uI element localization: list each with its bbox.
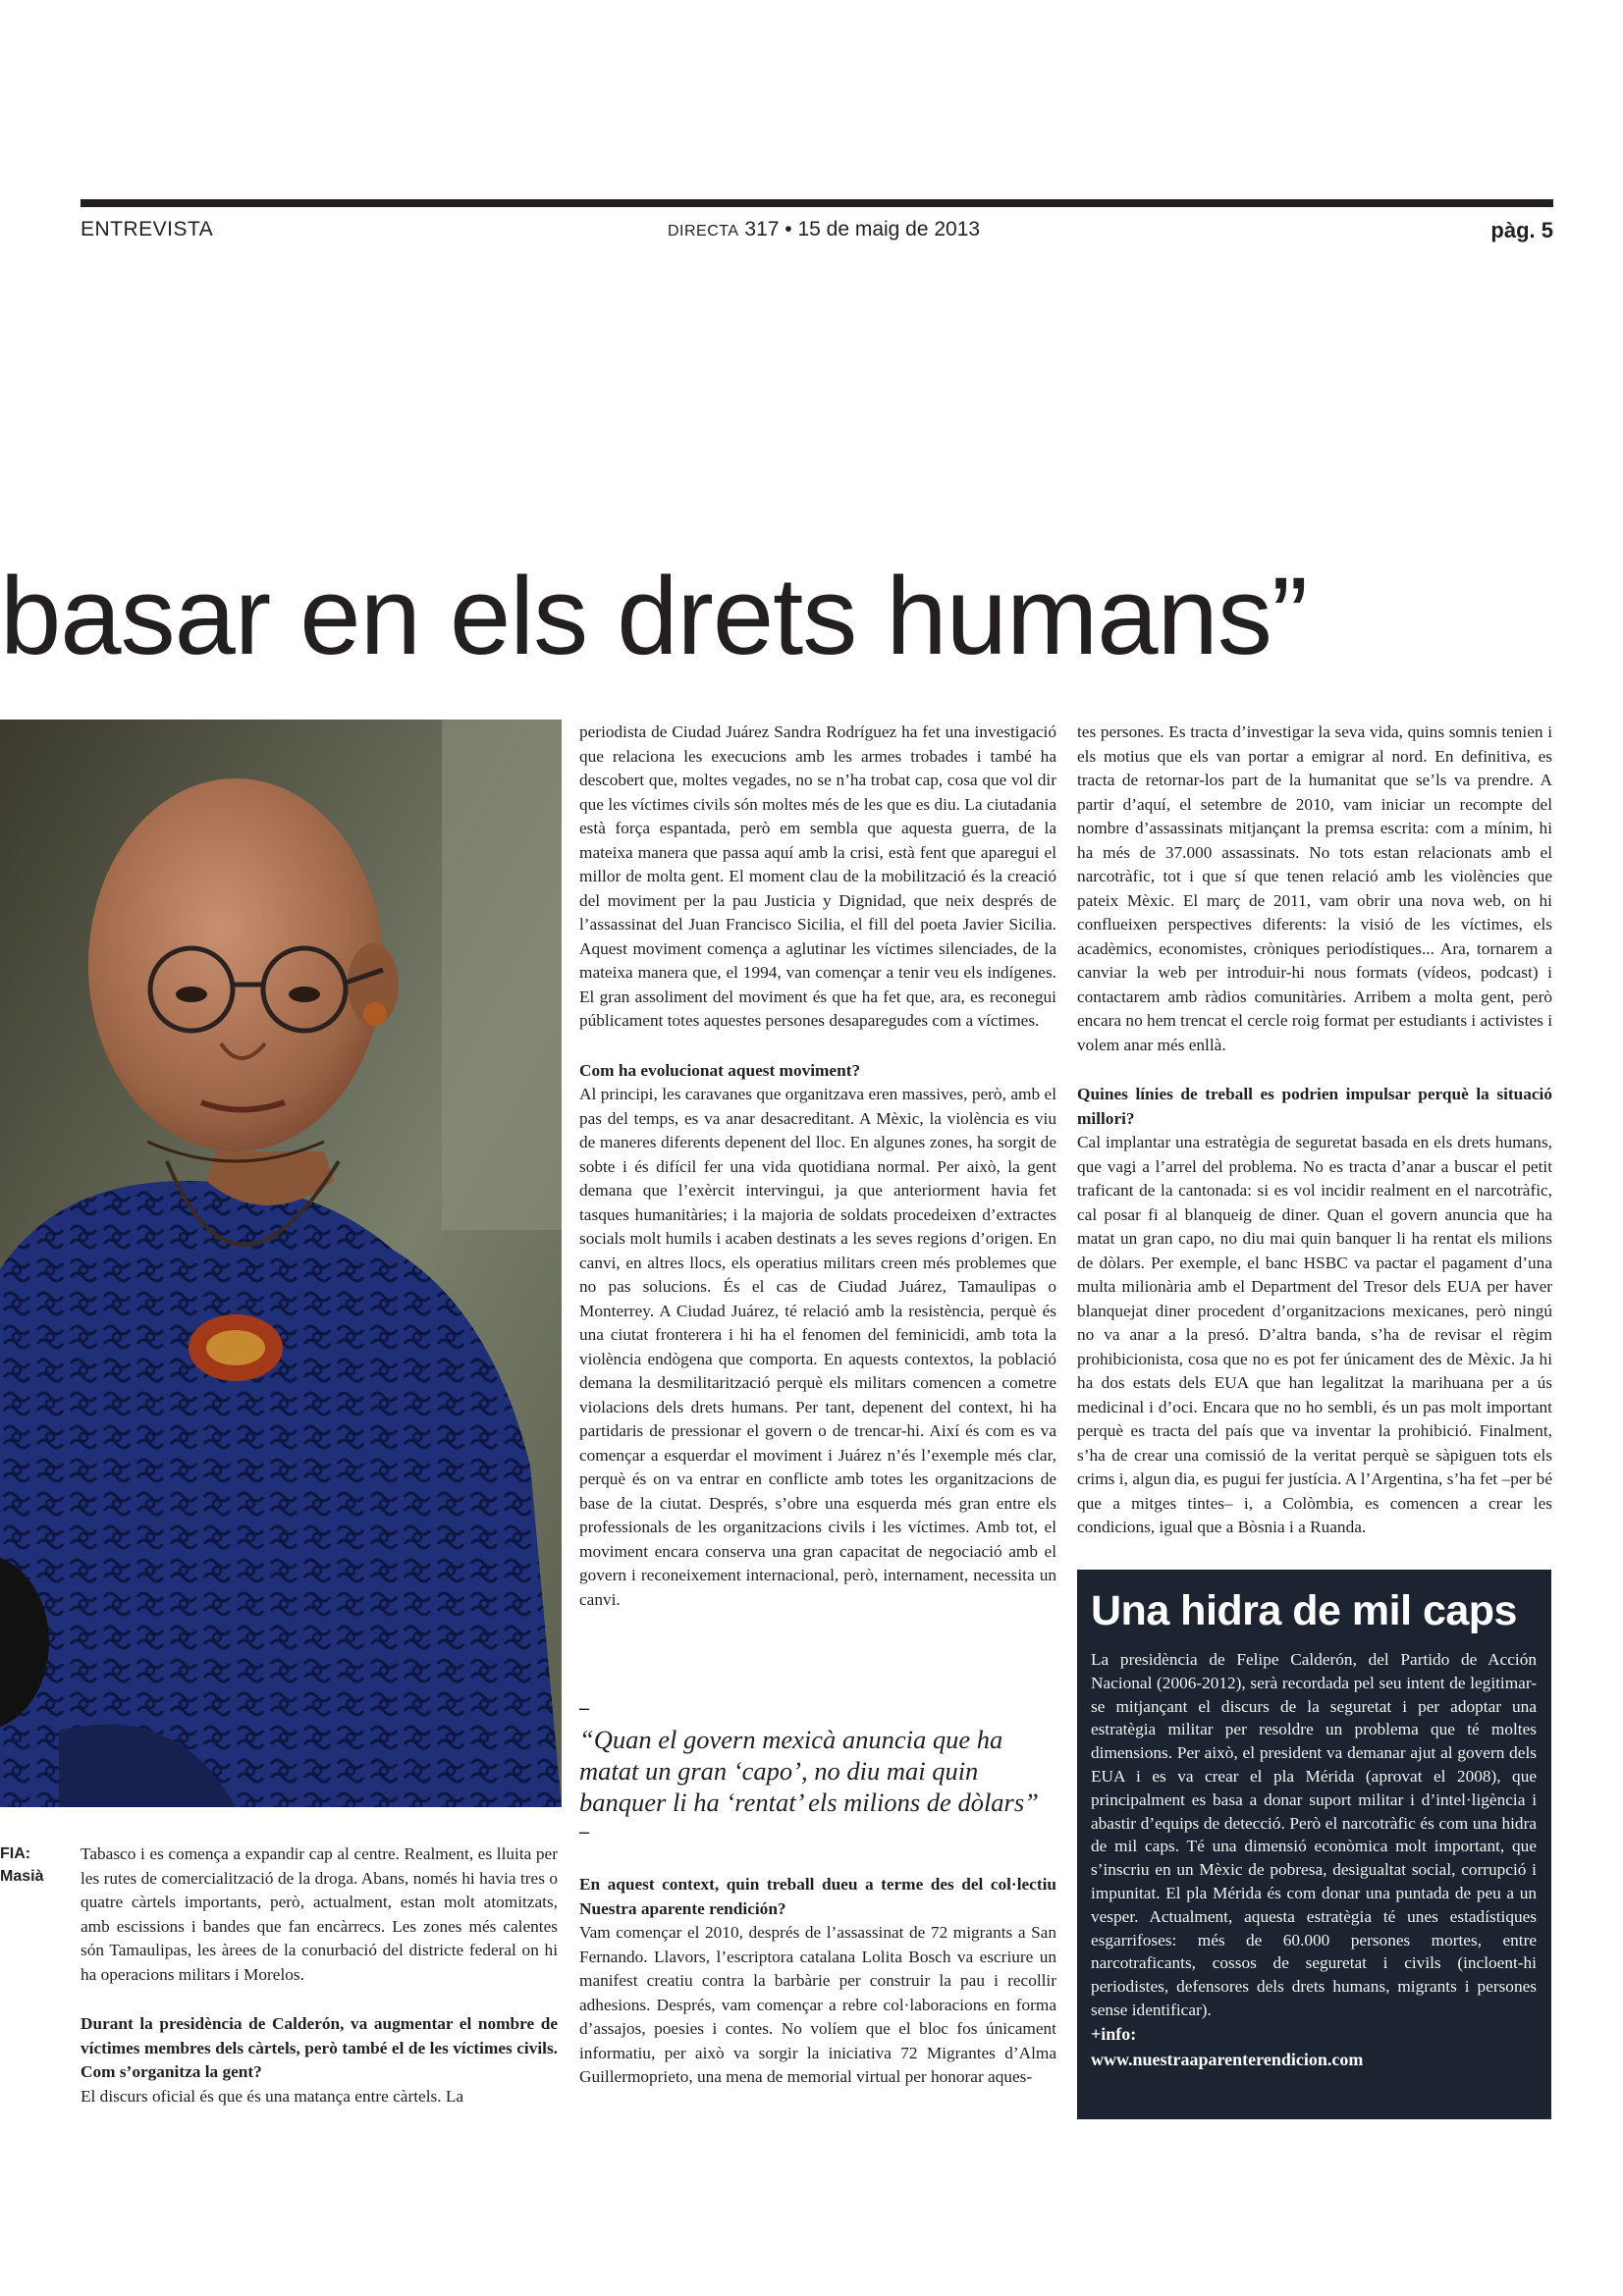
- headline: basar en els drets humans”: [0, 555, 1308, 677]
- info-link[interactable]: www.nuestraaparenterendicion.com: [1091, 2050, 1364, 2069]
- interview-question: En aquest context, quin treball dueu a terme des del col·lectiu Nuestra aparente rendición?: [579, 1875, 1056, 1918]
- pull-quote-text: “Quan el govern mexicà anuncia que ha matat un gran ‘capo’, no diu mai quin banquer li ha ‘rentat’ els milions de dòlars”: [579, 1725, 1039, 1817]
- interview-question: Com ha evolucionat aquest moviment?: [579, 1060, 861, 1080]
- paragraph: tes persones. Es tracta d’investigar la seva vida, quins somnis tenien i els motius que els van portar a emigrar al nord. En definitiva, es tracta de retornar-los part de la humanitat que se’ls va prendre. A partir d’aquí, el setembre de 2010, vam iniciar un recompte del nombre d’assassinats mitjançant la premsa escrita: com a mínim, hi ha més de 37.000 assassinats. No tots estan relacionats amb el narcotràfic, tot i que sí que tenen relació amb les violències que pateix Mèxic. El març de 2011, vam obrir una nova web, on hi conflueixen perspectives diferents: la visió de les víctimes, els acadèmics, economistes, cròniques periodístiques... Ara, tornarem a canviar la web per introduir-hi nous formats (vídeos, podcast) i contactarem amb ràdios comunitàries. Arribem a molta gent, però encara no hem trencat el cercle roig format per estudiants i activistes i volem anar més enllà.: [1077, 722, 1552, 1054]
- interview-question: Durant la presidència de Calderón, va augmentar el nombre de víctimes membres dels càrtels, però també el de les víctimes civils. Com s’organitza la gent?: [81, 2014, 558, 2081]
- issue-info: [668, 218, 980, 241]
- portrait-illustration: [0, 720, 562, 1807]
- section-label: ENTREVISTA: [81, 218, 214, 240]
- paragraph: Vam començar el 2010, després de l’assassinat de 72 migrants a San Fernando. Llavors, l’escriptora catalana Lolita Bosch va escriure un manifest creatiu contra la barbàrie per construir la pau i recollir adhesions. Després, vam començar a rebre col·laboracions en forma d’assajos, poesies i contes. No volíem que el bloc fos únicament informatiu, per això va sorgir la iniciativa 72 Migrantes d’Alma Guillermoprieto, una mena de memorial virtual per honorar aques-: [579, 1923, 1056, 2086]
- sidebar-box: [1077, 1570, 1551, 2119]
- pull-quote-dash-bottom: –: [579, 1821, 589, 1842]
- paragraph: El discurs oficial és que és una matança entre càrtels. La: [81, 2086, 464, 2106]
- column-2: [579, 721, 1056, 1612]
- interview-question: Quines línies de treball es podrien impulsar perquè la situació millori?: [1077, 1085, 1552, 1128]
- sidebar-info: [1091, 2021, 1363, 2072]
- page-number: pàg. 5: [1490, 218, 1553, 242]
- pull-quote-dash-top: –: [579, 1697, 589, 1719]
- issue-date: 317 • 15 de maig de 2013: [744, 218, 981, 240]
- paragraph: Cal implantar una estratègia de seguretat basada en els drets humans, que vagi a l’arrel del problema. No es tracta d’anar a buscar el petit traficant de la cantonada: si es vol incidir realment en el narcotràfic, cal posar fi al blanqueig de diner. Quan el govern anuncia que ha matat un gran capo, no diu mai quin banquer li ha rentat els milions de dòlars. Per exemple, el banc HSBC va pactar el pagament d’una multa milionària amb el Department del Tresor dels EUA per haver blanquejat diner procedent d’organitzacions mexicanes, però ningú no va anar a la presó. D’altra banda, s’ha de revisar el règim prohibicionista, cosa que no es pot fer únicament des de Mèxic. Ja hi ha dos estats dels EUA que han legalitzat la marihuana per a ús medicinal i d’oci. Encara que no ho sembli, és un pas molt important perquè es tracta del país que va inventar la prohibició. Finalment, s’ha de crear una comissió de la veritat perquè se sàpiguen tots els crims i, algun dia, es pugui fer justícia. A l’Argentina, s’ha fet –per bé que a mitges tintes– i, a Colòmbia, es comencen a crear les condicions, igual que a Bòsnia i a Ruanda.: [1077, 1133, 1552, 1536]
- column-3: [1077, 721, 1552, 1540]
- paragraph: Tabasco i es comença a expandir cap al centre. Realment, es lluita per les rutes de comercialització de la droga. Abans, només hi havia tres o quatre càrtels importants, però, actualment, estan molt atomitzats, amb escissions i bandes que fan encàrrecs. Les zones més calentes són Tamaulipas, les àrees de la conurbació del districte federal on hi ha operacions militars i Morelos.: [81, 1844, 558, 1984]
- interview-photo: [0, 720, 562, 1807]
- paragraph: Al principi, les caravanes que organitzava eren massives, però, amb el pas del temps, es va anar desacreditant. A Mèxic, la violència es viu de maneres diferents depenent del lloc. En algunes zones, ha sorgit de sobte i és difícil fer una vida quotidiana normal. Per això, la gent demana que l’exèrcit intervingui, ja que anteriorment havia fet tasques humanitàries; i la majoria de soldats procedeixen d’extractes socials molt humils i acaben destinats a les seves regions d’origen. En canvi, en altres llocs, els operatius militars creen més problemes que no pas solucions. És el cas de Ciudad Juárez, Tamaulipas o Monterrey. A Ciudad Juárez, té relació amb la resistència, perquè és una ciutat fronterera i hi ha el fenomen del feminicidi, amb tota la violència endògena que comporta. En aquests contextos, la població demana la desmilitarització perquè els militars comencen a cometre violacions dels drets humans. Per tant, depenent del context, hi ha partidaris de pressionar el govern o de trencar-hi. Així és com es va començar a esquerdar el moviment i Juárez n’és l’exemple més clar, perquè és on va entrar en conflicte amb totes les organitzacions de base de la ciutat. Després, s’obre una esquerda més gran entre els professionals de les organitzacions civils i les víctimes. Amb tot, el moviment encara conserva una gran capacitat de negociació amb el govern i reconeixement internacional, però, internament, necessita un canvi.: [579, 1085, 1056, 1609]
- column-1: [81, 1842, 558, 2109]
- sidebar-title: Una hidra de mil caps: [1091, 1587, 1517, 1634]
- photo-credit: [0, 1842, 43, 1888]
- paragraph: periodista de Ciudad Juárez Sandra Rodríguez ha fet una investigació que relaciona les execucions amb les armes trobades i també ha descobert que, moltes vegades, no se n’ha trobat cap, cosa que vol dir que les víctimes civils són moltes més de les que es diu. La ciutadania està força espantada, però em sembla que aquesta guerra, de la mateixa manera que passa aquí amb la crisi, està fent que aparegui el millor de molta gent. El moment clau de la mobilització és la creació del moviment per la pau Justicia y Dignidad, que neix després de l’assassinat del Juan Francisco Sicilia, el fill del poeta Javier Sicilia. Aquest moviment comença a aglutinar les víctimes silenciades, de la mateixa manera que, el 1994, van començar a tenir veu els indígenes. El gran assoliment del moviment és que ha fet que, ara, es reconegui públicament totes aquestes persones desaparegudes com a víctimes.: [579, 722, 1056, 1030]
- photo-credit-name: Masià: [0, 1868, 44, 1885]
- magazine-name: DIRECTA: [668, 223, 739, 240]
- photo-credit-label: FIA:: [0, 1845, 31, 1862]
- pull-quote: [579, 1698, 1056, 1842]
- info-label: +info:: [1091, 2024, 1137, 2044]
- column-2-continued: [579, 1873, 1056, 2090]
- header-rule: [81, 199, 1553, 207]
- sidebar-text: La presidència de Felipe Calderón, del Partido de Acción Nacional (2006-2012), serà recordada pel seu intent de legitimar-se mitjançant el discurs de la seguretat i per adoptar una estratègia militar per resoldre un problema que té moltes dimensions. Per això, el president va demanar ajut al govern dels EUA i es va crear el pla Mérida (aprovat el 2008), que principalment es basa a donar suport militar i d’intel·ligència i abastir d’equips de detecció. Però el narcotràfic és com una hidra de mil caps. Té una dimensió econòmica molt important, que s’inscriu en un Mèxic de pobresa, desigualtat social, corrupció i impunitat. El pla Mérida és com donar una puntada de peu a un vesper. Actualment, aquesta estratègia té unes estadístiques esgarrifoses: més de 60.000 persones mortes, entre narcotraficants, cossos de seguretat i civils (incloent-hi periodistes, defensores dels drets humans, migrants i persones sense identificar).: [1091, 1650, 1537, 2019]
